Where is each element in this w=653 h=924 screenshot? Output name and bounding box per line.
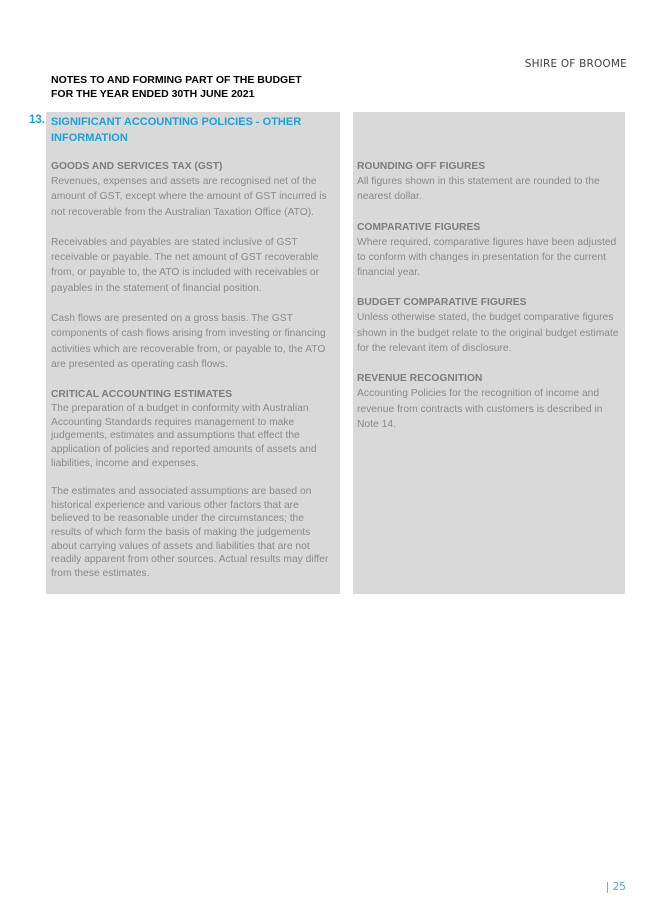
comparative-paragraph: Where required, comparative figures have been adjusted to conform with changes in presentation for the current financial year.: [357, 236, 617, 279]
document-title: [51, 74, 302, 101]
critical-estimates-paragraph-2: The estimates and associated assumptions are based on historical experience and various other factors that are believed to be reasonable under the circumstances; the results of which form the basis of making the judgements about carrying values of assets and liabilities that are not readily apparent from other sources. Actual results may differ from these estimates.: [51, 486, 329, 579]
gst-paragraph-1: Revenues, expenses and assets are recognised net of the amount of GST, except where the amount of GST incurred is not recoverable from the Australian Taxation Office (ATO).: [51, 176, 327, 218]
left-column: [51, 159, 337, 580]
document-title-line-1: NOTES TO AND FORMING PART OF THE BUDGET: [51, 74, 302, 86]
budget-comparative-paragraph: Unless otherwise stated, the budget comparative figures shown in the budget relate to the original budget estimate for the relevant item of disclosure.: [357, 312, 619, 355]
rounding-heading: ROUNDING OFF FIGURES: [357, 161, 486, 172]
document-title-line-2: FOR THE YEAR ENDED 30TH JUNE 2021: [51, 87, 255, 100]
gst-heading: GOODS AND SERVICES TAX (GST): [51, 161, 223, 172]
page-number: | 25: [605, 881, 626, 893]
budget-comparative-heading: BUDGET COMPARATIVE FIGURES: [357, 297, 527, 309]
critical-estimates-heading: CRITICAL ACCOUNTING ESTIMATES: [51, 389, 233, 401]
critical-estimates-paragraph-1: The preparation of a budget in conformity with Australian Accounting Standards requires management to make judgements, estimates and assumptions that effect the application of policies and reported amounts of assets and liabilities, income and expenses.: [51, 403, 317, 469]
right-column: [357, 159, 622, 432]
revenue-recognition-paragraph: Accounting Policies for the recognition of income and revenue from contracts with customers is described in Note 14.: [357, 388, 603, 430]
gst-paragraph-3: Cash flows are presented on a gross basis. The GST components of cash flows arising from investing or financing activities which are recoverable from, or payable to, the ATO are presented as operating cash flows.: [51, 313, 326, 370]
organization-name: SHIRE OF BROOME: [524, 58, 627, 70]
section-title: SIGNIFICANT ACCOUNTING POLICIES - OTHER INFORMATION: [51, 116, 302, 144]
comparative-heading: COMPARATIVE FIGURES: [357, 221, 481, 233]
section-number: 13.: [29, 114, 45, 126]
rounding-paragraph: All figures shown in this statement are rounded to the nearest dollar.: [357, 176, 600, 203]
gst-paragraph-2: Receivables and payables are stated inclusive of GST receivable or payable. The net amount of GST recoverable from, or payable to, the ATO is included with receivables or payables in the statement of financial position.: [51, 236, 320, 294]
revenue-recognition-heading: REVENUE RECOGNITION: [357, 373, 483, 385]
